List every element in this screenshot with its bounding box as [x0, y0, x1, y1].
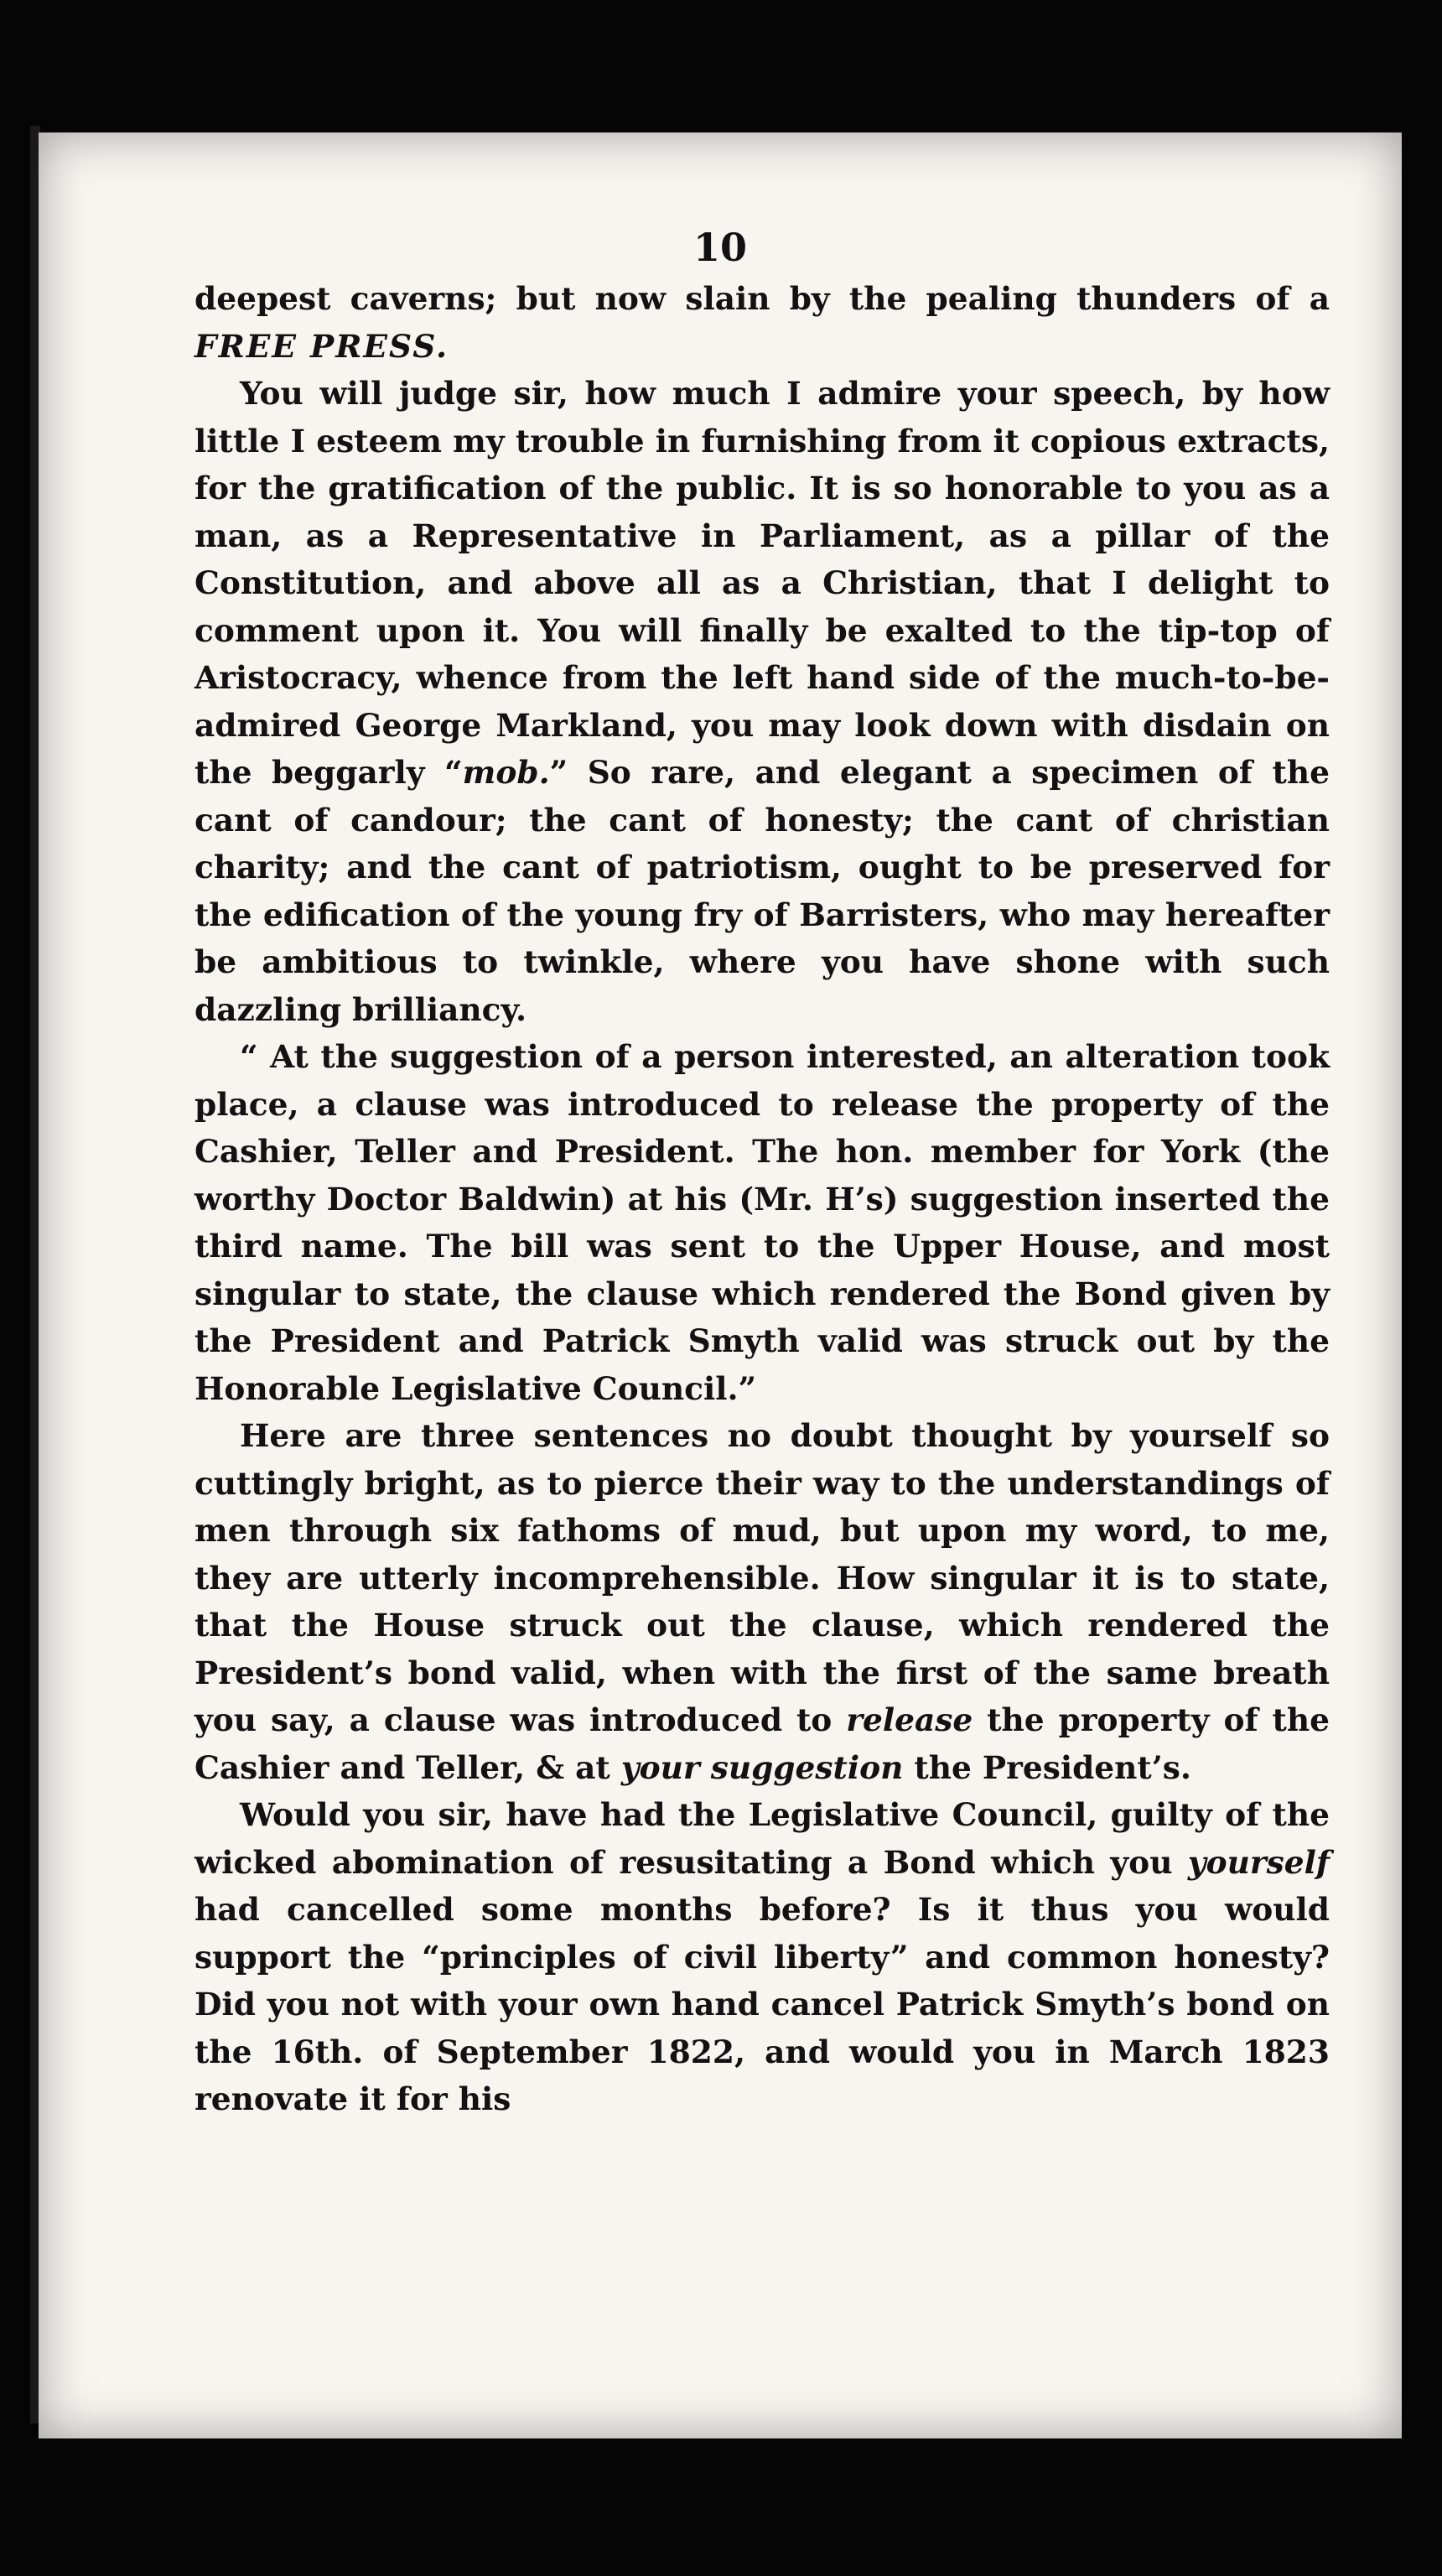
paragraph-1: deepest caverns; but now slain by the pealing thunders of a FREE PRESS. — [195, 280, 1330, 365]
body-text — [195, 275, 1330, 2123]
paragraph-3-quotation: “ At the suggestion of a person interested, an alteration took place, a clause was introduced to release the property of the Cashier, Teller and President. The hon. member for York (the worthy Doctor Baldwin) at his (Mr. H’s) suggestion inserted the third name. The bill was sent to the Upper House, and most singular to state, the clause which rendered the Bond given by the President and Patrick Smyth valid was struck out by the Honorable Legislative Council.” — [195, 1038, 1330, 1407]
yourself-emphasis: yourself — [1187, 1843, 1330, 1881]
paragraph-4: Here are three sentences no doubt thought by yourself so cuttingly bright, as to pierce their way to the understandings of men through six fathoms of mud, but upon my word, to me, they are utterly incomprehensible. How singular it is to state, that the House struck out the clause, which rendered the President’s bond valid, when with the first of the same breath you say, a clause was introduced to release the property of the Cashier and Teller, & at your suggestion the President’s. — [195, 1417, 1330, 1786]
paragraph-5: Would you sir, have had the Legislative Council, guilty of the wicked abomination of resusitating a Bond which you yourself had cancelled some months before? Is it thus you would support the “principles of civil liberty” and common honesty? Did you not with your own hand cancel Patrick Smyth’s bond on the 16th. of September 1822, and would you in March 1823 renovate it for his — [195, 1796, 1330, 2117]
paragraph-2: You will judge sir, how much I admire your speech, by how little I esteem my trouble in furnishing from it copious extracts, for the gratification of the public. It is so honorable to you as a man, as a Representative in Parliament, as a pillar of the Constitution, and above all as a Christian, that I delight to comment upon it. You will finally be exalted to the tip-top of Aristocracy, whence from the left hand side of the much-to-be-admired George Markland, you may look down with disdain on the beggarly “mob.” So rare, and elegant a specimen of the cant of candour; the cant of honesty; the cant of christian charity; and the cant of patriotism, ought to be preserved for the edification of the young fry of Barristers, who may hereafter be ambitious to twinkle, where you have shone with such dazzling brilliancy. — [195, 375, 1330, 1028]
free-press-emphasis: FREE PRESS. — [195, 327, 449, 365]
release-emphasis: release — [846, 1701, 973, 1738]
mob-emphasis: mob. — [462, 754, 550, 791]
page-number: 10 — [692, 225, 747, 270]
your-suggestion-emphasis: your suggestion — [620, 1748, 904, 1786]
document-page — [39, 132, 1402, 2438]
